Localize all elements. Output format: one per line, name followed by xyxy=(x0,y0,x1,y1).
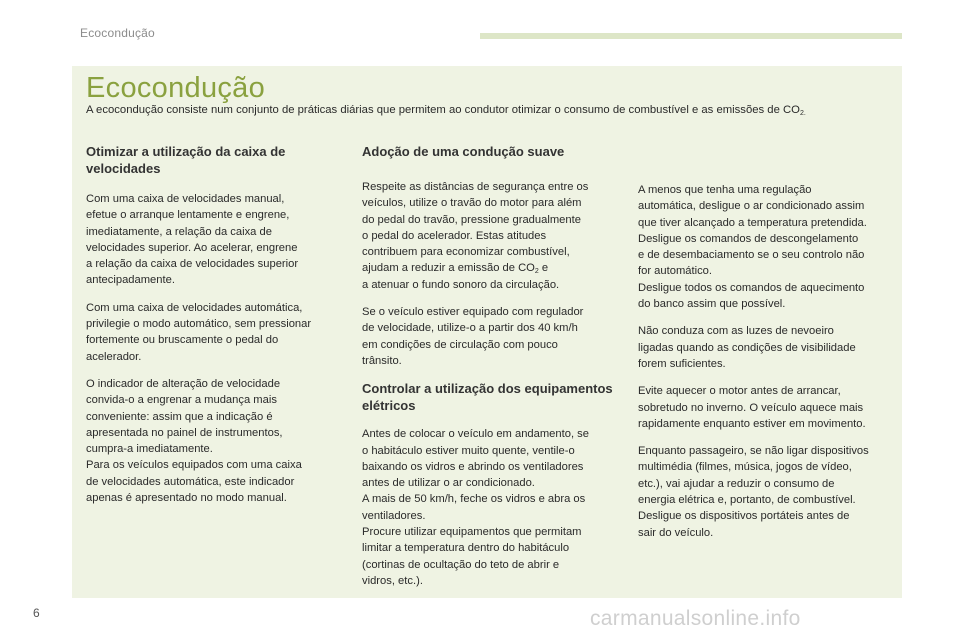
paragraph-safety-distance xyxy=(362,179,614,293)
column-equipment-tips xyxy=(638,182,900,552)
paragraph-gear-indicator: O indicador de alteração de velocidade convida-o a engrenar a mudança mais conveniente: assim que a indicação é apresentada no painel de instrumentos, cumpra-a imediatamente. Para os veículos equipados com uma caixa de velocidades automática, este indicador apenas é apresentado no modo manual. xyxy=(86,377,302,505)
paragraph-fog-lights: Não conduza com as luzes de nevoeiro ligadas quando as condições de visibilidade forem suficientes. xyxy=(638,325,856,370)
intro-text: A ecocondução consiste num conjunto de práticas diárias que permitem ao condutor otimizar o consumo de combustível e as emissões de CO xyxy=(86,104,800,116)
paragraph-ventilation: Antes de colocar o veículo em andamento, se o habitáculo estiver muito quente, ventile-o baixando os vidros e abrindo os ventiladores antes de utilizar o ar condicionado. A mais de 50 km/h, feche os vidros e abra os ventiladores. Procure utilizar equipamentos que permitam limitar a temperatura dentro do habitáculo (cortinas de ocultação do teto de abrir e vidros, etc.). xyxy=(362,428,589,587)
paragraph-cruise-control: Se o veículo estiver equipado com regulador de velocidade, utilize-o a partir dos 40 km/h em condições de circulação com pouco trânsito. xyxy=(362,306,584,367)
watermark-text: carmanualsonline.info xyxy=(590,607,801,630)
co2-subscript: 2 xyxy=(534,268,539,276)
column-smooth-driving xyxy=(362,143,614,600)
paragraph-engine-warmup: Evite aquecer o motor antes de arrancar, sobretudo no inverno. O veículo aquece mais rapidamente enquanto estiver em movimento. xyxy=(638,385,866,430)
intro-subscript: 2. xyxy=(799,110,806,117)
page-title: Ecocondução xyxy=(86,72,266,104)
heading-smooth-driving: Adoção de uma condução suave xyxy=(362,144,565,159)
paragraph-automatic-gearbox: Com uma caixa de velocidades automática, privilegie o modo automático, sem pressionar fortemente ou bruscamente o pedal do acelerador. xyxy=(86,301,312,363)
heading-gearbox: Otimizar a utilização da caixa de velocidades xyxy=(86,144,286,176)
paragraph-safety-distance-b: e a atenuar o fundo sonoro da circulação. xyxy=(362,262,560,291)
paragraph-manual-gearbox: Com uma caixa de velocidades manual, efetue o arranque lentamente e engrene, imediatamente, a relação da caixa de velocidades superior. Ao acelerar, engrene a relação da caixa de velocidades superior antecipadamente. xyxy=(86,193,299,287)
section-header-label: Ecocondução xyxy=(80,26,155,40)
paragraph-safety-distance-a: Respeite as distâncias de segurança entre os veículos, utilize o travão do motor para além do pedal do travão, pressione gradualmente o pedal do acelerador. Estas atitudes contribuem para economizar combustível, ajudam a reduzir a emissão de CO xyxy=(362,181,589,275)
page-number: 6 xyxy=(33,606,40,620)
intro-paragraph xyxy=(86,104,896,117)
header-decorative-bar xyxy=(480,33,902,39)
column-gearbox xyxy=(86,143,326,517)
paragraph-air-conditioning: A menos que tenha uma regulação automática, desligue o ar condicionado assim que tiver alcançado a temperatura pretendida. Desligue os comandos de descongelamento e de desembaciamento se o seu controlo não for automático. Desligue todos os comandos de aquecimento do banco assim que possível. xyxy=(638,184,867,311)
heading-electrical-equipment: Controlar a utilização dos equipamentos elétricos xyxy=(362,381,613,414)
paragraph-passenger-devices: Enquanto passageiro, se não ligar dispositivos multimédia (filmes, música, jogos de vídeo, etc.), vai ajudar a reduzir o consumo de energia elétrica e, portanto, de combustível. Desligue os dispositivos portáteis antes de sair do veículo. xyxy=(638,445,869,539)
